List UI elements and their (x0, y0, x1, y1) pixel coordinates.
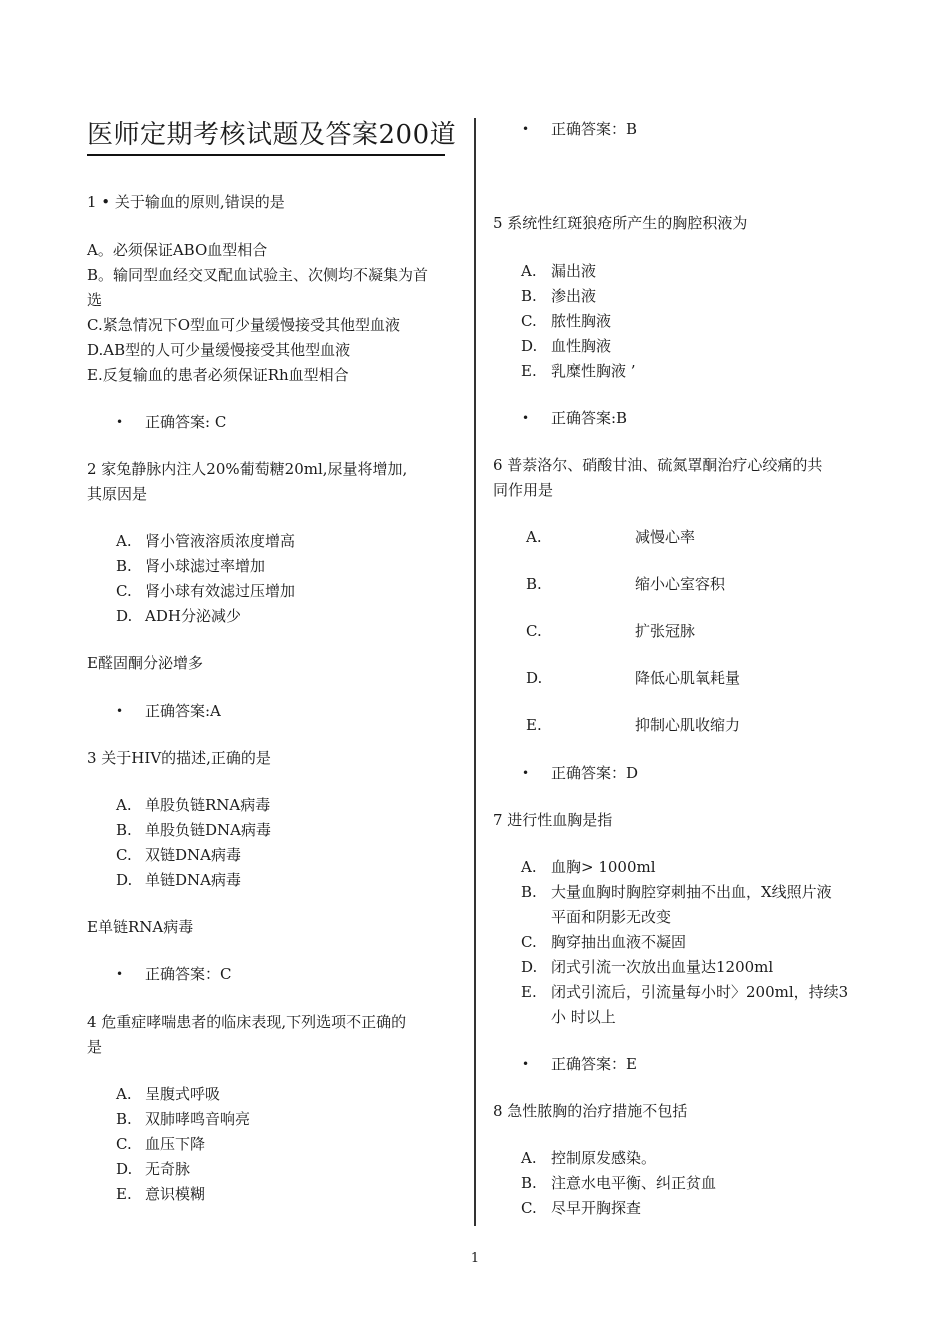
q2-option-b: 肾小球滤过率增加 (145, 557, 266, 575)
q7-letter-b: B. (521, 883, 537, 901)
q8-option-a: 控制原发感染。 (551, 1149, 657, 1167)
bullet-icon: • (116, 704, 124, 718)
q2-answer: 正确答案:A (145, 702, 221, 720)
q8-option-c: 尽早开胸探查 (551, 1199, 642, 1217)
q7-option-b-cont: 平面和阴影无改变 (551, 908, 672, 926)
q3-option-b: 单股负链DNA病毒 (145, 821, 271, 839)
q3-letter-a: A. (116, 796, 132, 814)
q4-letter-e: E. (116, 1185, 132, 1203)
question-3-stem: 3 关于HIV的描述,正确的是 (87, 749, 271, 767)
q6-option-c: 扩张冠脉 (635, 622, 696, 640)
bullet-icon: • (522, 766, 530, 780)
q2-option-d: ADH分泌减少 (145, 607, 241, 625)
question-4-stem: 4 危重症哮喘患者的临床表现,下列选项不正确的 (87, 1013, 407, 1031)
q7-option-c: 胸穿抽出血液不凝固 (551, 933, 687, 951)
q5-option-c: 脓性胸液 (551, 312, 612, 330)
q8-letter-c: C. (521, 1199, 537, 1217)
q4-letter-a: A. (116, 1085, 132, 1103)
q3-option-d: 单链DNA病毒 (145, 871, 241, 889)
question-1-stem: 1 • 关于输血的原则,错误的是 (87, 193, 285, 211)
q3-option-a: 单股负链RNA病毒 (145, 796, 271, 814)
bullet-icon: • (522, 122, 530, 136)
q8-letter-b: B. (521, 1174, 537, 1192)
q3-letter-c: C. (116, 846, 132, 864)
q4-letter-c: C. (116, 1135, 132, 1153)
question-6-stem: 6 普萘洛尔、硝酸甘油、硫氮罩酮治疗心绞痛的共 (493, 456, 823, 474)
q4-option-e: 意识模糊 (145, 1185, 206, 1203)
q1-option-e: E.反复输血的患者必须保证Rh血型相合 (87, 366, 349, 384)
q7-letter-e: E. (521, 983, 537, 1001)
q8-letter-a: A. (521, 1149, 537, 1167)
q2-option-c: 肾小球有效滤过压增加 (145, 582, 296, 600)
q7-option-b: 大量血胸时胸腔穿刺抽不出血，X线照片液 (551, 883, 832, 901)
q4-option-a: 呈腹式呼吸 (145, 1085, 221, 1103)
q7-answer: 正确答案：E (551, 1055, 637, 1073)
bullet-icon: • (522, 1057, 530, 1071)
question-4-stem-cont: 是 (87, 1038, 103, 1056)
q4-option-d: 无奇脉 (145, 1160, 191, 1178)
title-underline (87, 154, 445, 156)
q2-letter-d: D. (116, 607, 133, 625)
q7-letter-d: D. (521, 958, 538, 976)
q6-option-b: 缩小心室容积 (635, 575, 726, 593)
question-2-stem: 2 家兔静脉内注人20%葡萄糖20ml,尿量将增加, (87, 460, 408, 478)
q6-letter-b: B. (526, 575, 542, 593)
q7-option-a: 血胸> 1000ml (551, 858, 656, 876)
q1-answer: 正确答案: C (145, 413, 227, 431)
q8-option-b: 注意水电平衡、纠正贫血 (551, 1174, 717, 1192)
q5-answer: 正确答案:B (551, 409, 628, 427)
q1-option-b: B。输同型血经交叉配血试验主、次侧均不凝集为首 (87, 266, 429, 284)
q5-letter-a: A. (521, 262, 537, 280)
q7-letter-c: C. (521, 933, 537, 951)
q3-option-e: E单链RNA病毒 (87, 918, 194, 936)
q7-option-e-cont: 小 时以上 (551, 1008, 616, 1026)
q5-letter-c: C. (521, 312, 537, 330)
q1-option-c: C.紧急情况下O型血可少量缓慢接受其他型血液 (87, 316, 401, 334)
question-6-stem-cont: 同作用是 (493, 481, 554, 499)
q2-letter-b: B. (116, 557, 132, 575)
q4-option-b: 双肺哮鸣音响亮 (145, 1110, 251, 1128)
question-2-stem-cont: 其原因是 (87, 485, 148, 503)
q7-option-e: 闭式引流后，引流量每小时〉200ml，持续3 (551, 983, 849, 1001)
document-title: 医师定期考核试题及答案200道 (87, 120, 457, 150)
q5-option-a: 漏出液 (551, 262, 597, 280)
q4-option-c: 血压下降 (145, 1135, 206, 1153)
q5-letter-b: B. (521, 287, 537, 305)
bullet-icon: • (522, 411, 530, 425)
q1-option-a: A。必须保证ABO血型相合 (87, 241, 268, 259)
q6-letter-e: E. (526, 716, 542, 734)
q5-letter-d: D. (521, 337, 538, 355)
bullet-icon: • (116, 967, 124, 981)
q4-letter-d: D. (116, 1160, 133, 1178)
q5-letter-e: E. (521, 362, 537, 380)
q6-letter-d: D. (526, 669, 543, 687)
q3-letter-b: B. (116, 821, 132, 839)
q5-option-b: 渗出液 (551, 287, 597, 305)
q2-letter-c: C. (116, 582, 132, 600)
q2-option-e: E醛固酮分泌增多 (87, 654, 203, 672)
q5-option-e: 乳糜性胸液 ’ (551, 362, 636, 380)
q6-option-a: 减慢心率 (635, 528, 696, 546)
q1-option-d: D.AB型的人可少量缓慢接受其他型血液 (87, 341, 351, 359)
q3-answer: 正确答案：C (145, 965, 232, 983)
q7-letter-a: A. (521, 858, 537, 876)
q6-option-d: 降低心肌氧耗量 (635, 669, 741, 687)
q4-answer: 正确答案：B (551, 120, 638, 138)
q5-option-d: 血性胸液 (551, 337, 612, 355)
q2-option-a: 肾小管液溶质浓度增高 (145, 532, 296, 550)
q2-letter-a: A. (116, 532, 132, 550)
q6-letter-a: A. (526, 528, 542, 546)
q6-letter-c: C. (526, 622, 542, 640)
page-number: 1 (470, 1251, 480, 1266)
q6-option-e: 抑制心肌收缩力 (635, 716, 741, 734)
q3-option-c: 双链DNA病毒 (145, 846, 241, 864)
column-divider (474, 118, 476, 1226)
q1-option-b-cont: 选 (87, 291, 103, 309)
question-7-stem: 7 进行性血胸是指 (493, 811, 613, 829)
q7-option-d: 闭式引流一次放出血量达1200ml (551, 958, 774, 976)
q3-letter-d: D. (116, 871, 133, 889)
q4-letter-b: B. (116, 1110, 132, 1128)
question-8-stem: 8 急性脓胸的治疗措施不包括 (493, 1102, 688, 1120)
question-5-stem: 5 系统性红斑狼疮所产生的胸腔积液为 (493, 214, 748, 232)
q6-answer: 正确答案：D (551, 764, 639, 782)
bullet-icon: • (116, 415, 124, 429)
